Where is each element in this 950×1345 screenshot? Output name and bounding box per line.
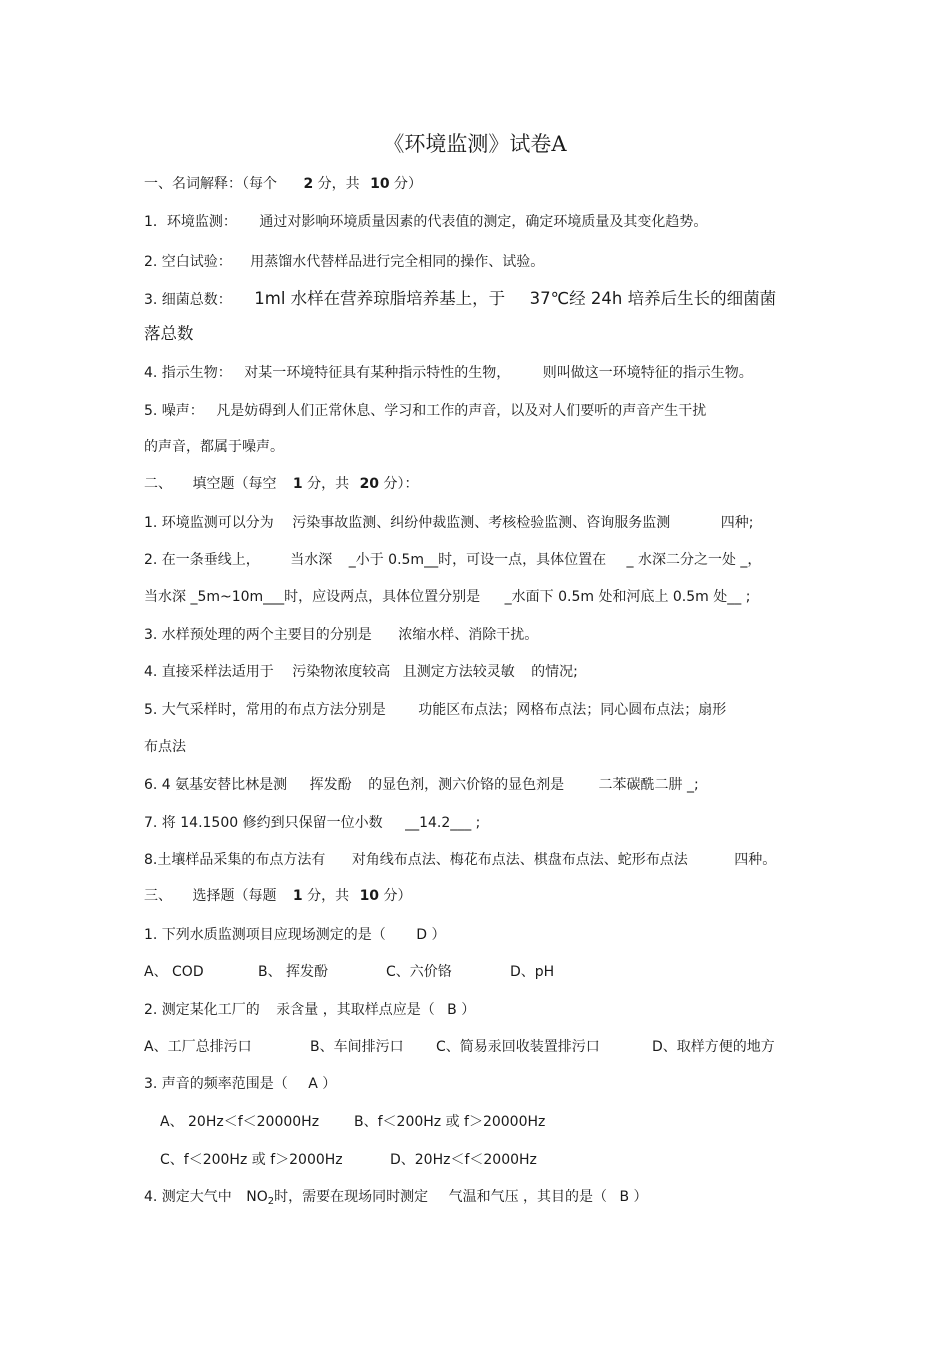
option-b: B、车间排污口 [310,1039,404,1055]
choice-2-options [144,1037,814,1057]
choice-3: 3. 声音的频率范围是（ A ） [144,1076,337,1092]
section-3-heading: 三、 选择题（每题 1 分，共 10 分） [144,888,412,904]
exam-title: 《环境监测》试卷A [383,132,567,156]
definition-4: 4. 指示生物： 对某一环境特征具有某种指示特性的生物， 则叫做这一环境特征的指示生物。 [144,365,753,381]
fill-3: 3. 水样预处理的两个主要目的分别是 浓缩水样、消除干扰。 [144,627,539,643]
fill-5-cont: 布点法 [144,739,186,755]
definition-5-cont: 的声音，都属于噪声。 [144,439,284,455]
fill-1: 1. 环境监测可以分为 污染事故监测、纠纷仲裁监测、考核检验监测、咨询服务监测 四种; [144,515,754,531]
option-b: B、f＜200Hz 或 f＞20000Hz [354,1114,546,1130]
option-d: D、pH [510,964,555,980]
option-c: C、f＜200Hz 或 f＞2000Hz [160,1152,343,1168]
option-a: A、 COD [144,964,204,980]
definition-1: 1．环境监测： 通过对影响环境质量因素的代表值的测定，确定环境质量及其变化趋势。 [144,214,708,230]
definition-3-cont: 落总数 [144,324,194,343]
choice-1-options [144,962,814,982]
option-a: A、工厂总排污口 [144,1039,252,1055]
option-a: A、 20Hz＜f＜20000Hz [160,1114,320,1130]
choice-4: 4. 测定大气中 $NO_2$时，需要在现场同时测定 气温和气压 ，其目的是（ B ） [144,1189,648,1207]
choice-2: 2. 测定某化工厂的 汞含量 ，其取样点应是（ B ） [144,1002,476,1018]
fill-2-cont: 当水深 _5m~10m___时，应设两点，具体位置分别是 _水面下 0.5m 处和河底上 0.5m 处__ ; [144,589,751,605]
definition-3: 3. 细菌总数： 1ml 水样在营养琼脂培养基上，于 37℃经 24h 培养后生长的细菌菌 [144,289,777,308]
fill-6: 6. 4 氨基安替比林是测 挥发酚 的显色剂，测六价铬的显色剂是 二苯碳酰二肼 _; [144,777,699,793]
fill-7: 7. 将 14.1500 修约到只保留一位小数 __14.2___ ; [144,815,481,831]
definition-2: 2. 空白试验： 用蒸馏水代替样品进行完全相同的操作、试验。 [144,254,545,270]
choice-3-options-row2 [160,1150,830,1170]
option-c: C、六价铬 [386,964,452,980]
option-b: B、 挥发酚 [258,964,329,980]
option-d: D、取样方便的地方 [652,1039,775,1055]
fill-2: 2. 在一条垂线上， 当水深 _小于 0.5m__时，可设一点，具体位置在 _ 水深二分之一处 _， [144,552,762,568]
section-1-heading: 一、名词解释：（每个 2 分，共 10 分） [144,176,423,192]
fill-5: 5. 大气采样时，常用的布点方法分别是 功能区布点法；网格布点法；同心圆布点法；扇形 [144,702,727,718]
fill-8: 8.土壤样品采集的布点方法有 对角线布点法、梅花布点法、棋盘布点法、蛇形布点法 四种。 [144,852,777,868]
option-c: C、简易汞回收装置排污口 [436,1039,600,1055]
section-2-heading: 二、 填空题（每空 1 分，共 20 分）： [144,476,419,492]
option-d: D、20Hz＜f＜2000Hz [390,1152,537,1168]
fill-4: 4. 直接采样法适用于 污染物浓度较高 且测定方法较灵敏 的情况; [144,664,578,680]
choice-3-options-row1 [160,1112,830,1132]
definition-5: 5. 噪声： 凡是妨碍到人们正常休息、学习和工作的声音，以及对人们要听的声音产生干扰 [144,403,707,419]
choice-1: 1. 下列水质监测项目应现场测定的是（ D ） [144,927,446,943]
